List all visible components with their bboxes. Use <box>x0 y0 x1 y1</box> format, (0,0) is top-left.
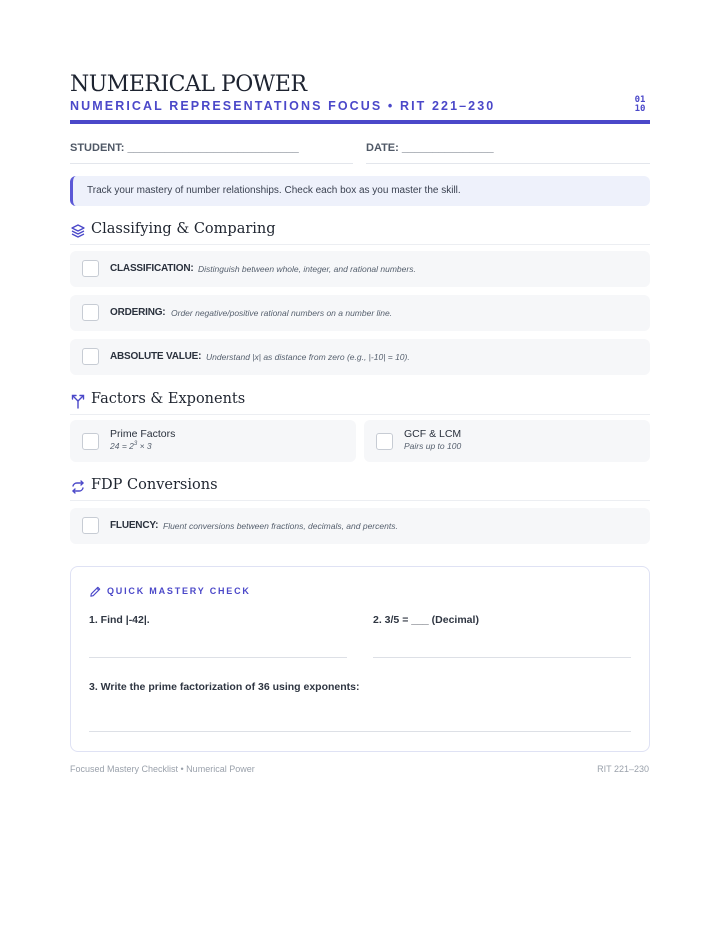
footer-right: RIT 221–230 <box>597 764 649 774</box>
skill-description: Order negative/positive rational numbers on a number line. <box>171 308 393 318</box>
section-classifying-title: Classifying & Comparing <box>91 221 276 237</box>
question-1: 1. Find |-42|. <box>89 614 150 626</box>
ordering-checkbox[interactable] <box>82 304 99 321</box>
skill-label: CLASSIFICATION: <box>110 263 194 274</box>
section-fdp-title: FDP Conversions <box>91 477 218 493</box>
student-field[interactable]: STUDENT: ____________________________ <box>70 142 353 164</box>
section-factors-title: Factors & Exponents <box>91 391 246 407</box>
header-rule <box>70 120 650 124</box>
section-factors-header <box>70 392 650 415</box>
gcf-lcm-checkbox[interactable] <box>376 433 393 450</box>
branch-icon <box>70 393 86 409</box>
section-classifying-header <box>70 222 650 245</box>
skill-description: Understand |x| as distance from zero (e.g., |-10| = 10). <box>206 352 410 362</box>
date-field[interactable]: DATE: _______________ <box>366 142 650 164</box>
footer-left: Focused Mastery Checklist • Numerical Power <box>70 764 255 774</box>
quick-mastery-check-panel <box>70 566 650 752</box>
skill-description: $24 = 2^3 \times 3$ <box>110 441 152 451</box>
skill-card-gcf-lcm <box>364 420 650 462</box>
question-2: 2. 3/5 = ___ (Decimal) <box>373 614 479 626</box>
page-number-bottom: 10 <box>634 104 646 114</box>
layers-icon <box>70 223 86 239</box>
skill-row-fluency <box>70 508 650 544</box>
answer-line-3[interactable] <box>89 731 631 732</box>
page-subtitle: NUMERICAL REPRESENTATIONS FOCUS • RIT 221–230 <box>70 99 496 113</box>
page-number <box>633 96 647 114</box>
answer-line-1[interactable] <box>89 657 347 658</box>
question-3: 3. Write the prime factorization of 36 using exponents: <box>89 681 360 693</box>
prime-factors-checkbox[interactable] <box>82 433 99 450</box>
quick-mastery-check-title: QUICK MASTERY CHECK <box>107 586 251 596</box>
pencil-icon <box>89 585 102 598</box>
classification-checkbox[interactable] <box>82 260 99 277</box>
skill-row-classification <box>70 251 650 287</box>
section-fdp-header <box>70 478 650 501</box>
skill-row-ordering <box>70 295 650 331</box>
answer-line-2[interactable] <box>373 657 631 658</box>
skill-label: ABSOLUTE VALUE: <box>110 351 202 362</box>
page-title: NUMERICAL POWER <box>70 72 307 97</box>
fluency-checkbox[interactable] <box>82 517 99 534</box>
skill-description: Distinguish between whole, integer, and rational numbers. <box>198 264 416 274</box>
page-number-top: 01 <box>634 95 646 105</box>
skill-label: FLUENCY: <box>110 520 159 531</box>
skill-description: Fluent conversions between fractions, decimals, and percents. <box>163 521 398 531</box>
absolute-value-checkbox[interactable] <box>82 348 99 365</box>
skill-row-absolute-value <box>70 339 650 375</box>
repeat-icon <box>70 479 86 495</box>
skill-label: GCF & LCM <box>404 428 462 440</box>
skill-label: ORDERING: <box>110 307 166 318</box>
skill-label: Prime Factors <box>110 428 176 440</box>
skill-description: Pairs up to 100 <box>404 441 462 451</box>
instructions-callout: Track your mastery of number relationships. Check each box as you master the skill. <box>70 176 650 206</box>
skill-card-prime-factors <box>70 420 356 462</box>
